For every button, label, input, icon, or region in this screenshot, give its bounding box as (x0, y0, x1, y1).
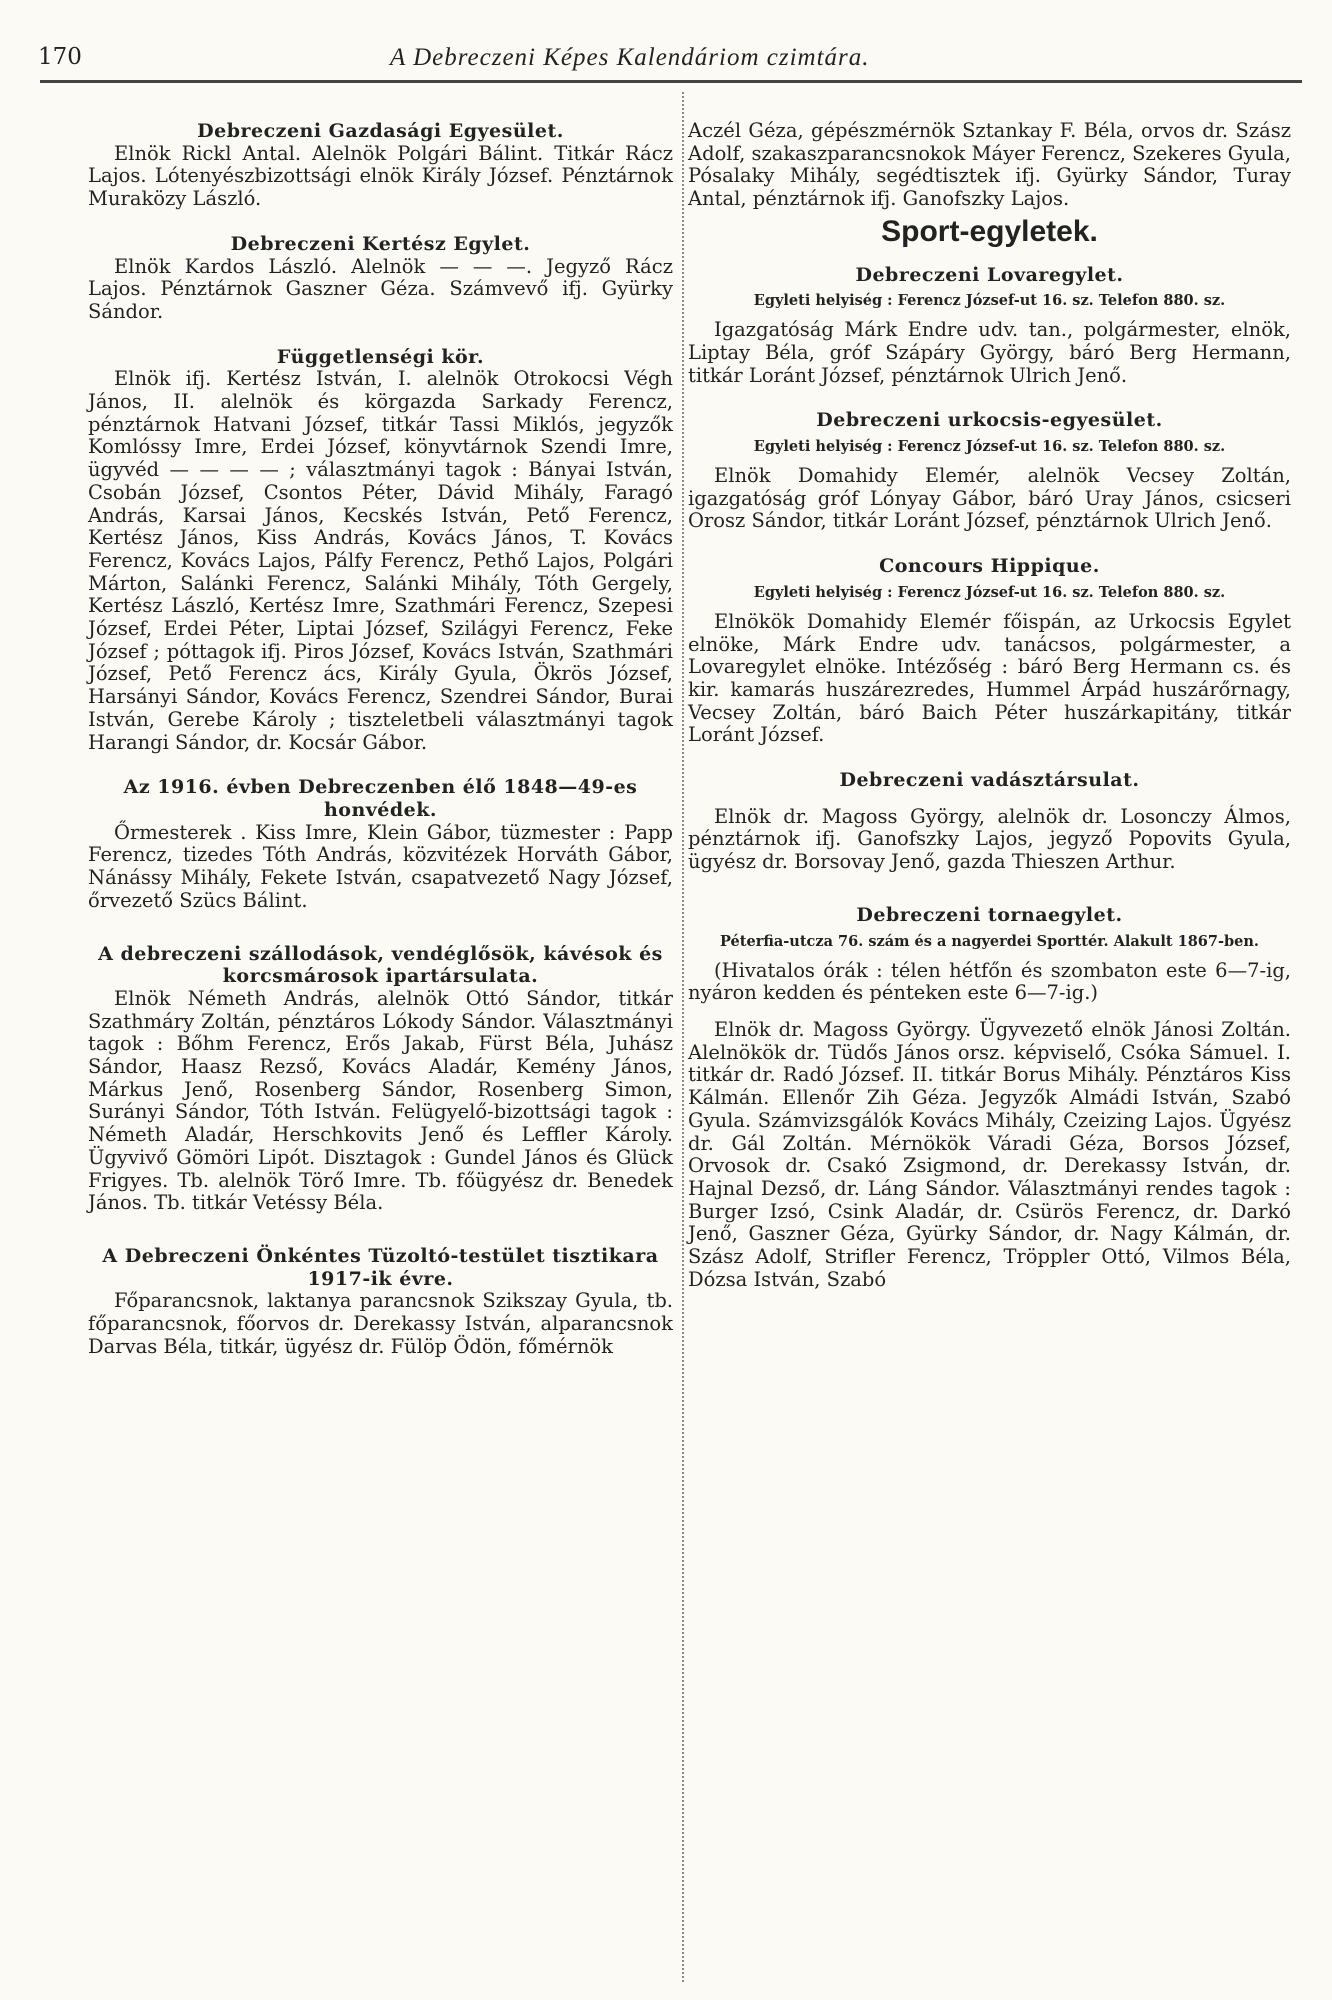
section-title: A debreczeni szállodások, vendéglősök, kávésok és korcsmárosok ipartársulata. (98, 942, 663, 988)
section-body: Elnök ifj. Kertész István, I. alelnök Otrokocsi Végh János, II. alelnök és körgazda Sarkady Ferencz, pénztárnok Hatvani József, titkár Tassi Miklós, jegyzők Komlóssy Imre, Erdei József, könyvtárnok Szendi Imre, ügyvéd — — — — ; választmányi tagok : Bányai István, Csobán József, Csontos Péter, Dávid Mihály, Faragó András, Karsai János, Kecskés István, Pető Ferencz, Kertész János, Kiss András, Kovács János, T. Kovács Ferencz, Kovács Lajos, Pálfy Ferencz, Pethő Lajos, Polgári Márton, Salánki Ferencz, Salánki Mihály, Tóth Gergely, Kertész László, Kertész Imre, Szathmári Ferencz, Szepesi József, Erdei Péter, Liptai József, Szilágyi Ferencz, Feke József ; póttagok ifj. Piros József, Kovács István, Szathmári József, Pető Ferencz ács, Király Gyula, Ökrös József, Harsányi Sándor, Kovács Ferencz, Szendrei Sándor, Burai István, Gerebe Károly ; tiszteletbeli választmányi tagok Harangi Sándor, dr. Kocsár Gábor. (88, 367, 673, 754)
section-title: A Debreczeni Önkéntes Tüzoltó-testület tisztikara 1917-ik évre. (102, 1244, 659, 1290)
section-title: Debreczeni tornaegylet. (856, 903, 1123, 926)
left-column (88, 120, 673, 1358)
section-body: Elnökök Domahidy Elemér főispán, az Urkocsis Egylet elnöke, Márk Endre udv. tanácsos, polgármester, a Lovaregylet elnöke. Intézőség : báró Berg Hermann cs. és kir. kamarás huszárezredes, Hummel Árpád huszárőrnagy, Vecsey Zoltán, báró Baich Péter huszárkapitány, titkár Loránt József. (688, 609, 1291, 747)
section-title: Függetlenségi kör. (276, 345, 485, 368)
section-body: Elnök Kardos László. Alelnök — — —. Jegyző Rácz Lajos. Pénztárnok Gaszner Géza. Számvevő ifj. Gyürky Sándor. (88, 254, 673, 323)
section-location: Péterfia-utcza 76. szám és a nagyerdei Sporttér. Alakult 1867-ben. (720, 932, 1259, 950)
section-note: (Hivatalos órák : télen hétfőn és szombaton este 6—7-ig, nyáron kedden és pénteken este 6—7-ig.) (688, 958, 1291, 1005)
section-title: Debreczeni Lovaregylet. (855, 263, 1124, 286)
continued-text: Aczél Géza, gépészmérnök Sztankay F. Béla, orvos dr. Szász Adolf, szakaszparancsnokok Máyer Ferencz, Szekeres Gyula, Pósalaky Mihály, segédtisztek ifj. Gyürky Sándor, Turay Antal, pénztárnok ifj. Ganofszky Lajos. (688, 119, 1291, 211)
section-body: Elnök Domahidy Elemér, alelnök Vecsey Zoltán, igazgatóság gróf Lónyay Gábor, báró Uray János, csicseri Orosz Sándor, titkár Loránt József, pénztárnok Ulrich Jenő. (688, 464, 1291, 533)
section-body: Elnök dr. Magoss György. Ügyvezető elnök Jánosi Zoltán. Alelnökök dr. Tüdős János orsz. képviselő, Csóka Sámuel. I. titkár dr. Radó József. II. titkár Borus Mihály. Pénztáros Kiss Kálmán. Ellenőr Zih Géza. Jegyzők Almádi István, Szabó Gyula. Számvizsgálók Kovács Mihály, Czeizing Lajos. Ügyész dr. Gál Zoltán. Mérnökök Váradi Géza, Borsos József, Orvosok dr. Csakó Zsigmond, dr. Derekassy István, dr. Hajnal Dezső, dr. Láng Sándor. Választmányi rendes tagok : Burger Izsó, Csink Aladár, dr. Csürös Ferencz, dr. Darkó Jenő, Gaszner Géza, Gyürky Sándor, dr. Nagy Kálmán, dr. Szász Adolf, Strifler Ferencz, Tröppler Ottó, Vilmos Béla, Dózsa István, Szabó (688, 1017, 1291, 1291)
column-divider (682, 92, 684, 1982)
section-title: Debreczeni vadásztársulat. (839, 769, 1140, 792)
section-body: Elnök Németh András, alelnök Ottó Sándor, titkár Szathmáry Zoltán, pénztáros Lókody Sándor. Választmányi tagok : Bőhm Ferencz, Erős Jakab, Fürst Béla, Juhász Sándor, Haasz Rezső, Kovács Aladár, Kemény János, Márkus Jenő, Rosenberg Sándor, Rosenberg Simon, Surányi Sándor, Tóth István. Felügyelő-bizottsági tagok : Németh Aladár, Herschkovits Jenő és Leffler Károly. Ügyvivő Gömöri Lipót. Disztagok : Gundel János és Glück Frigyes. Tb. alelnök Törő Imre. Tb. főügyész dr. Benedek János. Tb. titkár Vetéssy Béla. (88, 986, 673, 1215)
section-body: Őrmesterek . Kiss Imre, Klein Gábor, tüzmester : Papp Ferencz, tizedes Tóth András, közvitézek Horváth Gábor, Nánássy Mihály, Fekete István, csapatvezető Nagy József, őrvezető Szücs Bálint. (88, 820, 673, 912)
section-location: Egyleti helyiség : Ferencz József-ut 16. sz. Telefon 880. sz. (753, 583, 1226, 601)
section-body: Főparancsnok, laktanya parancsnok Szikszay Gyula, tb. főparancsnok, főorvos dr. Derekassy István, alparancsnok Darvas Béla, titkár, ügyész dr. Fülöp Ödön, főmérnök (88, 1289, 673, 1358)
section-location: Egyleti helyiség : Ferencz József-ut 16. sz. Telefon 880. sz. (753, 438, 1226, 456)
running-title: A Debreczeni Képes Kalendáriom czimtára. (390, 44, 870, 71)
section-location: Egyleti helyiség : Ferencz József-ut 16. sz. Telefon 880. sz. (753, 292, 1226, 310)
section-title: Az 1916. évben Debreczenben élő 1848—49-es honvédek. (123, 776, 638, 821)
section-title: Debreczeni Kertész Egylet. (230, 232, 531, 255)
section-title: Debreczeni Gazdasági Egyesület. (197, 120, 564, 142)
sport-heading: Sport-egyletek. (881, 214, 1098, 248)
page-number: 170 (38, 44, 82, 70)
right-column (688, 120, 1291, 1291)
section-title: Debreczeni urkocsis-egyesület. (816, 409, 1163, 432)
section-body: Elnök Rickl Antal. Alelnök Polgári Bálint. Titkár Rácz Lajos. Lótenyészbizottsági elnök Király József. Pénztárnok Muraközy László. (88, 141, 673, 211)
section-title: Concours Hippique. (879, 555, 1100, 578)
page-header (0, 44, 1332, 80)
section-body: Elnök dr. Magoss György, alelnök dr. Losonczy Álmos, pénztárnok ifj. Ganofszky Lajos, jegyző Popovits Gyula, ügyész dr. Borsovay Jenő, gazda Thieszen Arthur. (688, 804, 1291, 874)
header-rule (40, 80, 1302, 83)
section-body: Igazgatóság Márk Endre udv. tan., polgármester, elnök, Liptay Béla, gróf Szápáry György, báró Berg Hermann, titkár Loránt József, pénztárnok Ulrich Jenő. (688, 318, 1291, 387)
